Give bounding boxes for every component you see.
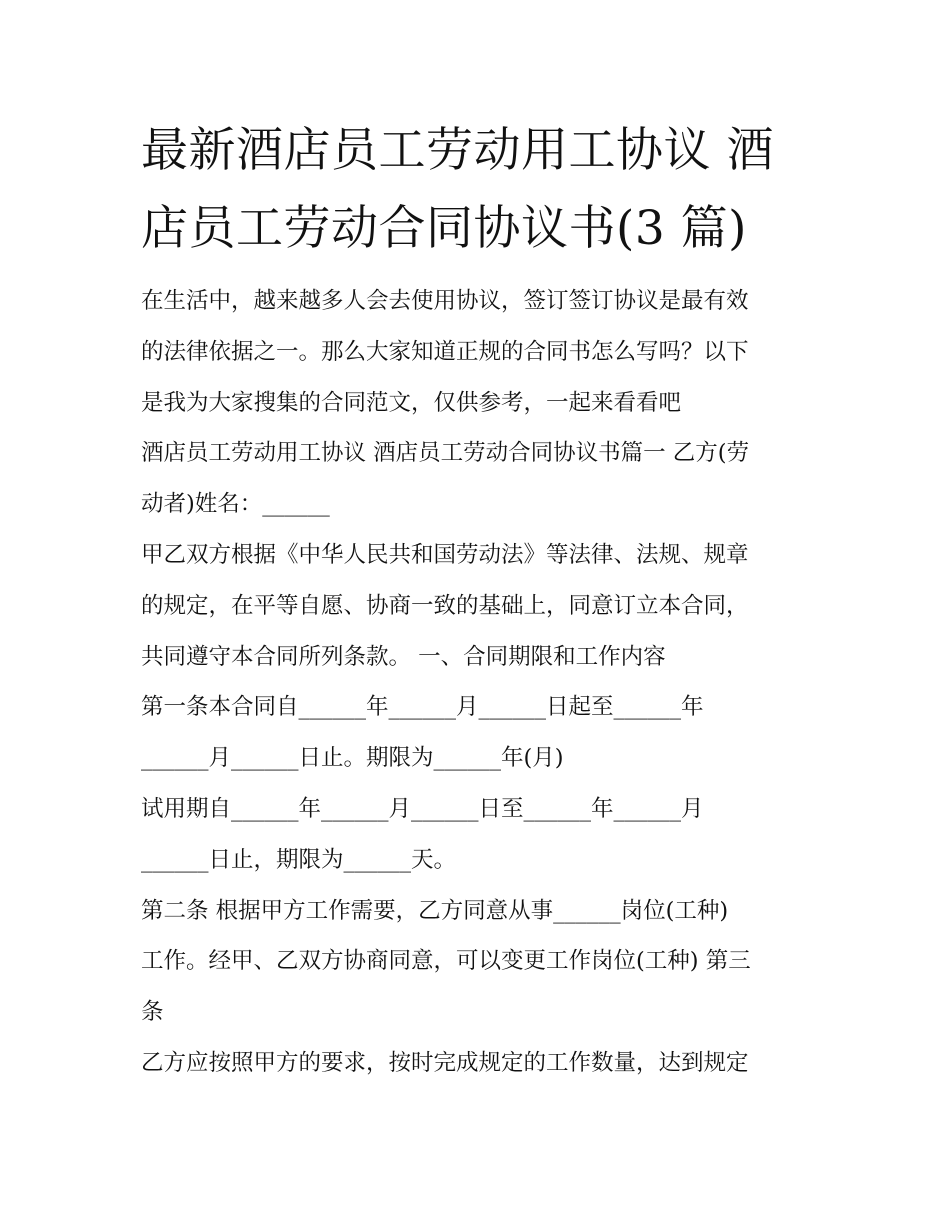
body-line: 第二条 根据甲方工作需要，乙方同意从事______岗位(工种) [141,897,729,924]
body-line: 工作。经甲、乙双方协商同意，可以变更工作岗位(工种) 第三 [141,948,751,975]
document-title [141,112,821,268]
title-line: 最新酒店员工劳动用工协议 酒 [141,123,774,178]
body-line: 的规定，在平等自愿、协商一致的基础上，同意订立本合同， [141,592,749,619]
body-line: 是我为大家搜集的合同范文，仅供参考，一起来看看吧 [141,389,682,416]
body-line: 第一条本合同自______年______月______日起至______年 [141,694,704,721]
title-line: 店员工劳动合同协议书(3 篇) [141,201,748,256]
body-line: 酒店员工劳动用工协议 酒店员工劳动合同协议书篇一 乙方(劳 [141,440,750,467]
body-line: ______月______日止。期限为______年(月) [141,745,564,772]
body-line: 甲乙双方根据《中华人民共和国劳动法》等法律、法规、规章 [141,541,749,568]
body-line: ______日止，期限为______天。 [141,846,457,873]
body-line: 共同遵守本合同所列条款。 一、合同期限和工作内容 [141,643,666,670]
body-line: 动者)姓名：______ [141,491,330,518]
body-line: 条 [141,999,164,1026]
body-line: 的法律依据之一。那么大家知道正规的合同书怎么写吗？以下 [141,338,749,365]
document-body [141,276,821,1089]
body-line: 在生活中，越来越多人会去使用协议，签订签订协议是最有效 [141,288,749,314]
body-line: 乙方应按照甲方的要求，按时完成规定的工作数量，达到规定 [141,1049,749,1076]
body-line: 试用期自______年______月______日至______年______月 [141,795,704,822]
